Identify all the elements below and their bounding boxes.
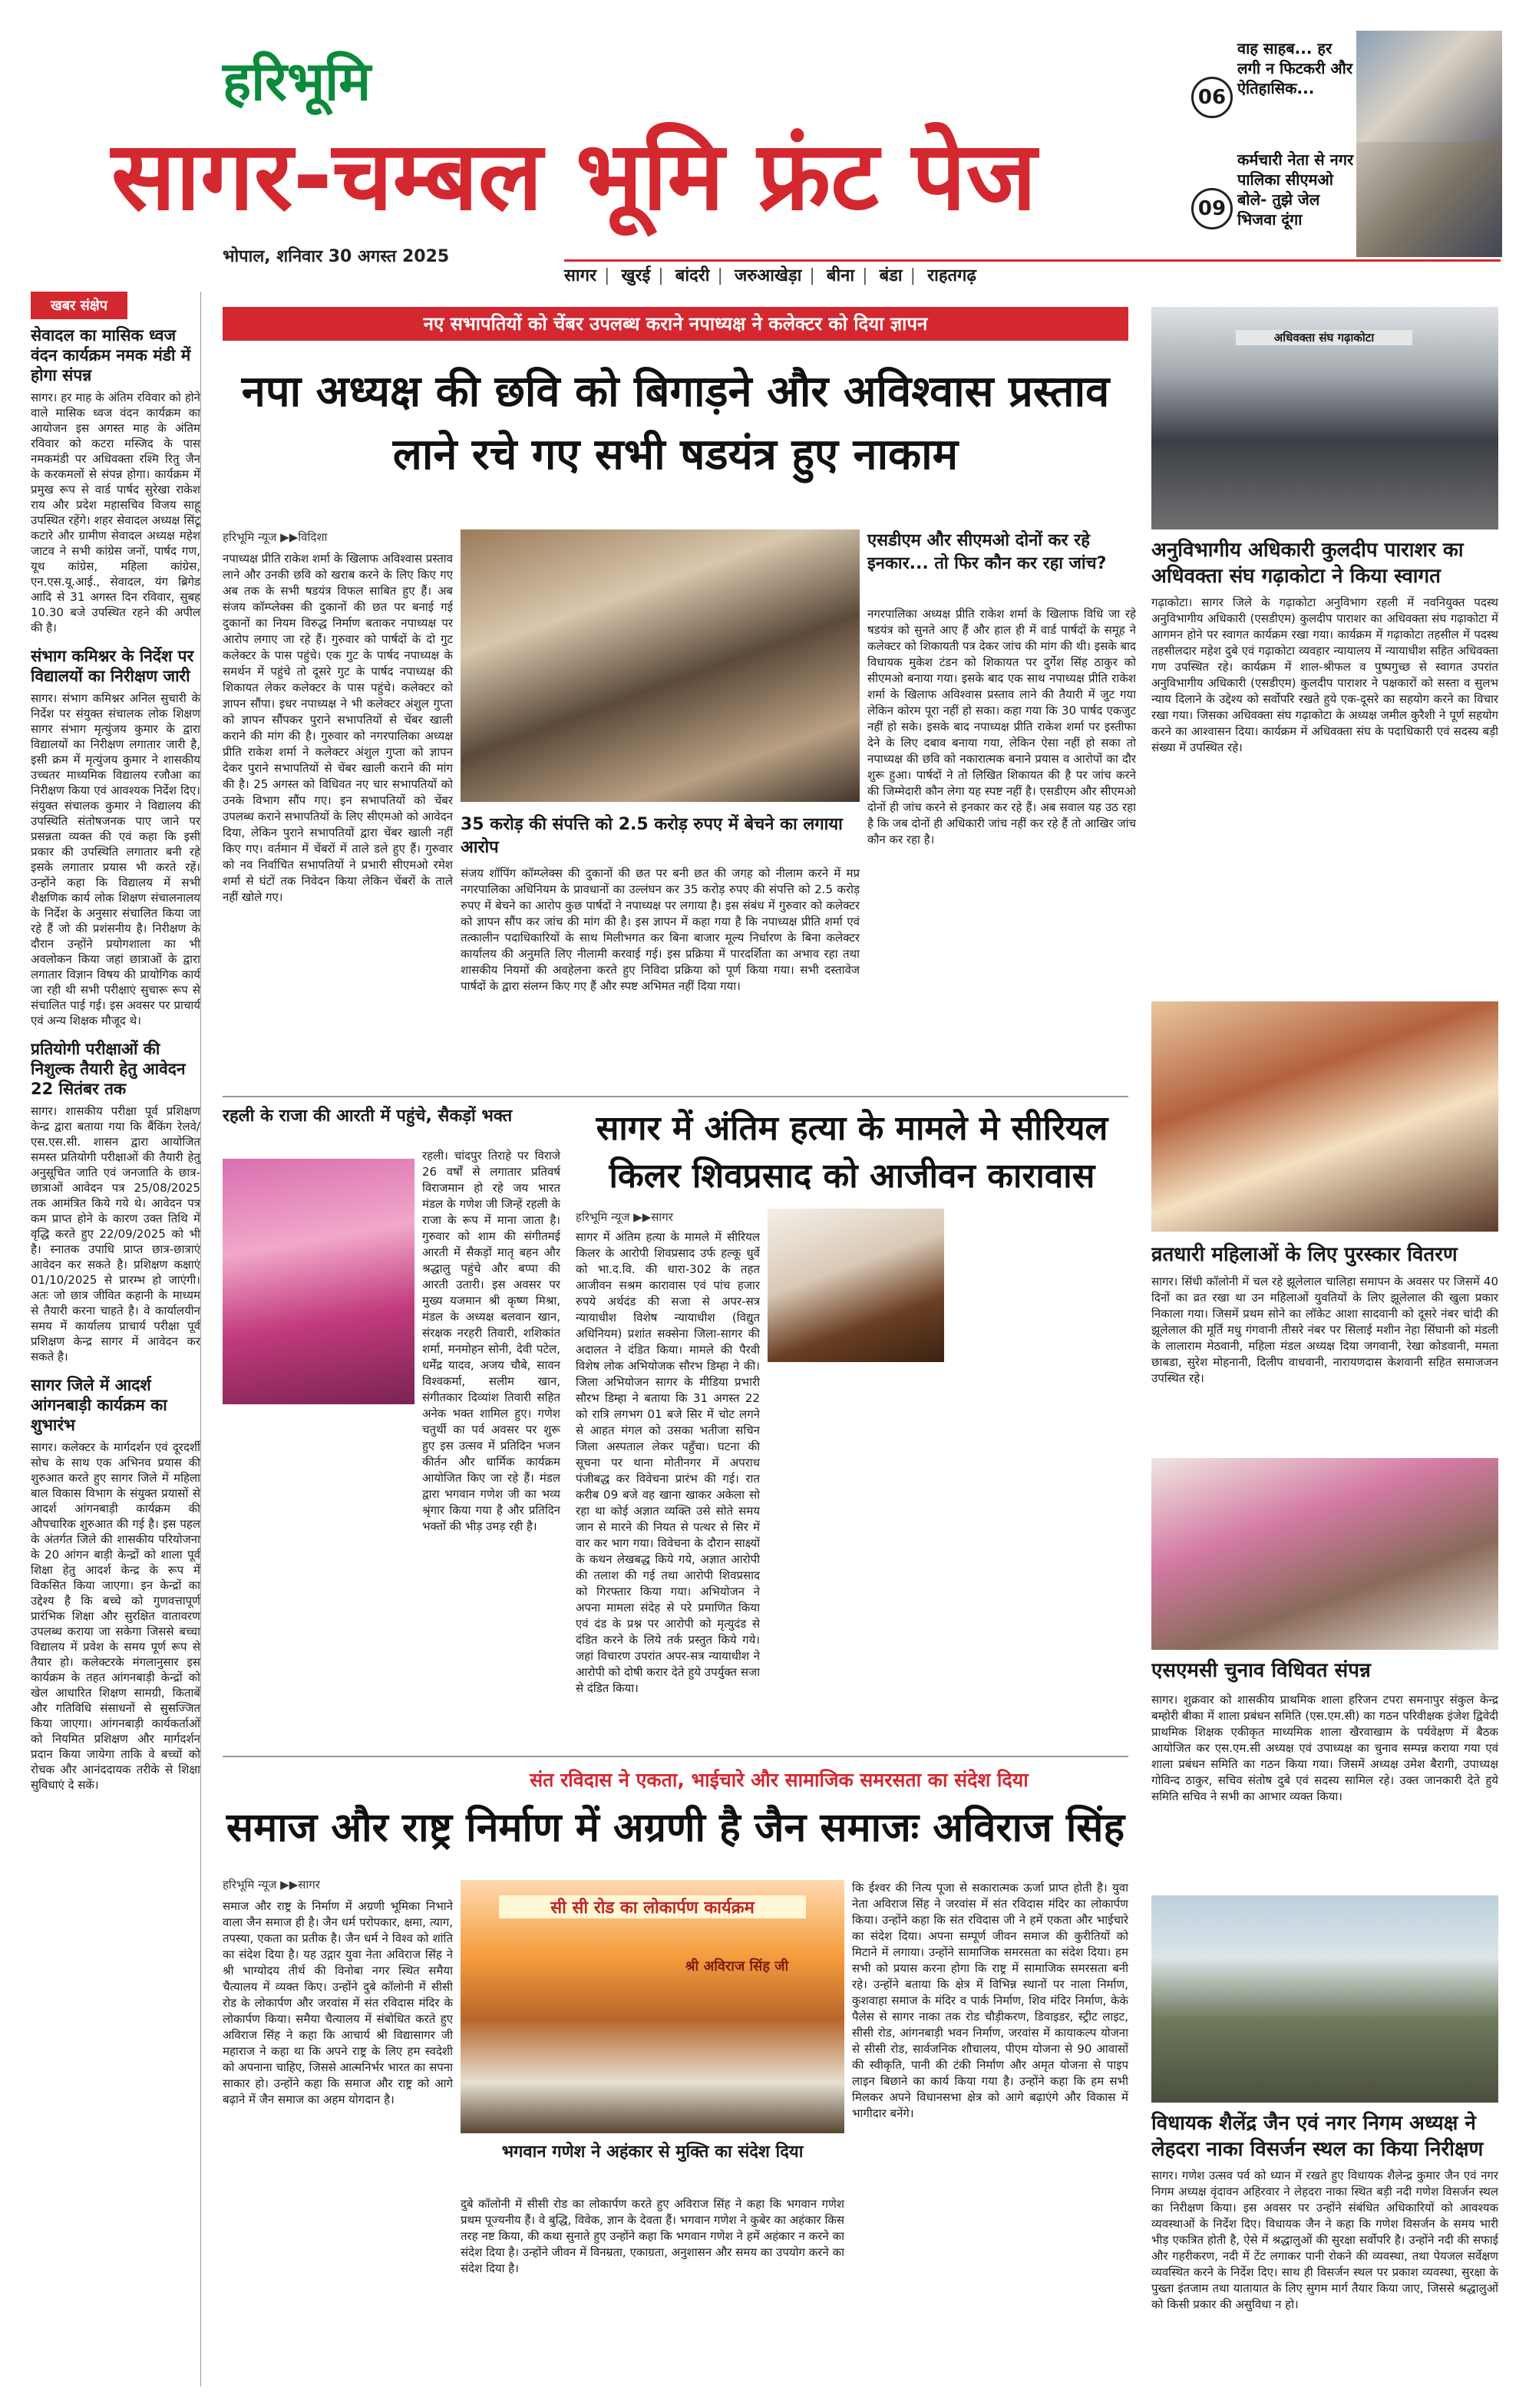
city-link[interactable]: जरुआखेड़ा: [734, 266, 802, 285]
smc-meeting-photo: [1151, 1458, 1498, 1650]
teaser-page-number: 09: [1191, 188, 1233, 229]
court-body: सागर में अंतिम हत्या के मामले में सीरियल किलर के आरोपी शिवप्रसाद उर्फ हल्कू धुर्वे को भा.द.वि. की धारा-302 के तहत आजीवन सश्रम कारावास एवं पांच हजार रुपये अर्थदंड की सजा से अपर-सत्र न्यायाधीश विशेष न्यायाधीश (विद्युत अधिनियम) प्रशांत सक्सेना जिला-सागर की अदालत ने दंडित किया। मामले की पैरवी विशेष लोक अभियोजक सौरभ डिम्हा ने की। जिला अभियोजन सागर के मीडिया प्रभारी सौरभ डिम्हा ने बताया कि 31 अगस्त 22 को रात्रि लगभग 01 बजे सिर में चोट लगने से आहत मंगल को उसका भतीजा सचिन जिला अस्पताल लेकर पहुँचा। घटना की सूचना पर थाना मोतीनगर में अपराध पंजीबद्ध कर विवेचना प्रारंभ की गई। रात करीब 09 बजे वह खाना खाकर अकेला सो रहा था कोई अज्ञात व्यक्ति उसे सोते समय जान से मारने की नियत से पत्थर से सिर में वार कर भाग गया। विवेचना के दौरान साक्ष्यों के कथन लेखबद्ध किये गये, अज्ञात आरोपी की तलाश की गई तथा आरोपी शिवप्रसाद को गिरफ्तार किया गया। अभियोजन ने अपना मामला संदेह से परे प्रमाणित किया एवं दंड के प्रश्न पर आरोपी को मृत्युदंड से दंडित करने के लिये तर्क प्रस्तुत किये गये। जहां विचारण उपरांत अपर-सत्र न्यायाधीश ने आरोपी को दोषी करार देते हुये उपर्युक्त सजा से दंडित किया।: [576, 1230, 760, 1695]
lead-photo-caption: 35 करोड़ की संपत्ति को 2.5 करोड़ रुपए में बेचने का लगाया आरोप: [461, 815, 843, 857]
office-sign: अधिवक्ता संघ गढ़ाकोटा: [1236, 330, 1412, 345]
teaser-text: कर्मचारी नेता से नगर पालिका सीएमओ बोले- तुझे जेल भिजवा दूंगा: [1237, 150, 1354, 229]
event-banner-title: सी सी रोड का लोकार्पण कार्यक्रम: [499, 1895, 806, 1918]
jain-body: समाज और राष्ट्र के निर्माण में अग्रणी भूमिका निभाने वाला जैन समाज ही है। जैन धर्म परोपकार, क्षमा, त्याग, तपस्या, एकता का प्रतीक है। जैन धर्म ने विश्व को शांति का संदेश दिया है। यह उद्गार युवा नेता अविराज सिंह ने श्री भाग्योदय तीर्थ की विनोबा नगर स्थित समैया चैत्यालय में व्यक्त किए। उन्होंने दुबे कॉलोनी में सीसी रोड के लोकार्पण और जरवांस में संत रविदास मंदिर के लोकार्पण किया। समैया चैत्यालय में संबोधित करते हुए अविराज सिंह ने कहा कि आचार्य श्री विद्यासागर जी महाराज ने कहा था कि अपने राष्ट्र के लिए हम स्वदेशी को अपनाना चाहिए, जिससे आत्मनिर्भर भारत का सपना साकार हो। उन्होंने कहा कि समाज और राष्ट्र को आगे बढ़ाने में जैन समाज का अहम योगदान है।: [223, 1899, 453, 2106]
women-award-headline: व्रतधारी महिलाओं के लिए पुरस्कार वितरण: [1151, 1243, 1458, 1266]
event-banner-name: श्री अविराज सिंह जी: [685, 1958, 789, 1974]
dateline: भोपाल, शनिवार 30 अगस्त 2025: [223, 247, 450, 266]
inspection-headline: विधायक शैलेंद्र जैन एवं नगर निगम अध्यक्ष ने लेहदरा नाका विसर्जन स्थल का किया निरीक्षण: [1151, 2112, 1484, 2161]
brief-item: [31, 1375, 200, 1793]
brief-text: सागर। शासकीय परीक्षा पूर्व प्रशिक्षण केन्द्र द्वारा बताया गया कि बैंकिंग रेलवे/एस.एस.सी. शासन द्वारा आयोजित समस्त प्रतियोगी परीक्षाओं की तैयारी हेतु अनुसूचित जाति एवं जनजाति के छात्र-छात्राओं आवेदन पत्र 25/08/2025 तक आमंत्रित किये गये थे। आवेदन पत्र कम प्राप्त होने के कारण उक्त तिथि में वृद्धि करते हुए 22/09/2025 को भी है। स्नातक उपाधि प्राप्त छात्र-छात्राएं आवेदन कर सकते है। प्रशिक्षण कक्षाएं 01/10/2025 से प्रारम्भ हो जाएंगी। अतः जो छात्र जीवित कहानी के माध्यम से तैयारी करना चाहते है। वे कार्यालयीन समय में कार्यालय प्राचार्य परीक्षा पूर्व प्रशिक्षण केन्द्र सागर में आवेदन कर सकते है।: [31, 1104, 200, 1364]
city-link[interactable]: बंडा: [879, 266, 903, 285]
gavel-photo: [768, 1209, 944, 1362]
advocates-headline: अनुविभागीय अधिकारी कुलदीप पाराशर का अधिवक्ता संघ गढ़ाकोटा ने किया स्वागत: [1151, 539, 1464, 588]
rahli-body: रहली। चांदपुर तिराहे पर विराजे 26 वर्षों से लगातार प्रतिवर्ष विराजमान हो रहे जय भारत मंडल के गणेश जी जिन्हें रहली के राजा के रूप में माना जाता है। गुरुवार को शाम की संगीतमई आरती में सैकड़ों मातृ बहन और श्रद्धालु पहुंचे और बप्पा की आरती उतारी। इस अवसर पर मुख्य यजमान श्री कृष्ण मिश्रा, मंडल के अध्यक्ष बलवान खान, संरक्षक नरहरी तिवारी, शशिकांत शर्मा, मनमोहन सोनी, देवी पटेल, धर्मेंद्र यादव, अजय चौबे, सावन विश्वकर्मा, सलीम खान, संगीतकार दिव्यांश तिवारी सहित अनेक भक्त शामिल हुए। गणेश चतुर्थी का पर्व अवसर पर शुरू हुए इस उत्सव में प्रतिदिन भजन कीर्तन और धार्मिक कार्यक्रम आयोजित किए जा रहे हैं। मंडल द्वारा भगवान गणेश जी का भव्य श्रृंगार किया गया है और प्रतिदिन भक्तों की भीड़ उमड़ रही है।: [422, 1149, 560, 1533]
court-headline: सागर में अंतिम हत्या के मामले मे सीरियल किलर शिवप्रसाद को आजीवन कारावास: [596, 1109, 1108, 1196]
jain-body-continued: कि ईश्वर की नित्य पूजा से सकारात्मक ऊर्जा प्राप्त होती है। युवा नेता अविराज सिंह ने जरवांस में संत रविदास मंदिर का लोकार्पण किया। उन्होंने कहा कि संत रविदास जी ने हमें एकता और भाईचारे का संदेश दिया। अपना सम्पूर्ण जीवन समाज की कुरीतियों को मिटाने में लगाया। उन्होंने सामाजिक समरसता का संदेश दिया। हम सभी को प्रयास करना होगा कि राष्ट्र में सामाजिक समरसता बनी रहे। उन्होंने बताया कि क्षेत्र में विभिन्न स्थानों पर नाला निर्माण, कुशवाहा समाज के मंदिर व पार्क निर्माण, शिव मंदिर निर्माण, केके पैलेस से सागर नाका तक रोड चौड़ीकरण, डिवाइडर, स्ट्रीट लाइट, सीसी रोड, आंगनबाड़ी भवन निर्माण, जरवांस में कायाकल्प योजना से सीसी रोड, सार्वजनिक शौचालय, पीएम योजना से 90 आवासों की स्वीकृति, पानी की टंकी निर्माण और अमृत योजना से पाइप लाइन बिछाने का कार्य किया गया है। उन्होंने कहा कि हम सभी मिलकर अपने विधानसभा क्षेत्र को आगे बढ़ाएंगे और विकास में भागीदार बनेंगे।: [852, 1881, 1128, 2120]
city-link[interactable]: खुरई: [621, 266, 651, 285]
brief-item: [31, 1039, 200, 1364]
brand-logo: हरिभूमि: [223, 49, 372, 113]
news-briefs-column: [31, 292, 201, 2387]
river-inspection-photo: [1151, 1895, 1498, 2103]
section-divider: [223, 1096, 1128, 1097]
jain-byline: हरिभूमि न्यूज ▶▶सागर: [223, 1878, 320, 1892]
rahli-headline: रहली के राजा की आरती में पहुंचे, सैकड़ों भक्त: [223, 1107, 513, 1126]
smc-body: सागर। शुक्रवार को शासकीय प्राथमिक शाला हरिजन टपरा समनापुर संकुल केन्द्र बम्होरी बीका में शाला प्रबंधन समिति (एस.एम.सी) का गठन परिवीक्षक इंजेश द्विवेदी प्राथमिक शिक्षक एकीकृत माध्यमिक शाला खैरवाखाम के पर्यवेक्षण में बैठक आयोजित कर एस.एम.सी अध्यक्ष एवं उपाध्यक्ष का चुनाव सम्पन्न कराया गया एवं शाला प्रबंधन समिति का गठन किया गया। जिसमें अध्यक्ष उमेश बैरागी, उपाध्यक्ष गोविन्द ठाकुर, सचिव संतोष दुबे एवं सदस्य सामिल रहे। उक्त जानकारी देते हुये समिति सचिव ने सभी का आभार व्यक्त किया।: [1151, 1693, 1498, 1803]
teaser-photo: [1356, 142, 1502, 257]
brief-text: सागर। हर माह के अंतिम रविवार को होने वाले मासिक ध्वज वंदन कार्यक्रम का आयोजन इस अगस्त माह के अंतिम रविवार को कटरा मस्जिद के पास नमकमंडी पर अधिवक्ता रश्मि रितु जैन के करकमलों से संपन्न होगा। कार्यक्रम में प्रमुख रूप से वार्ड पार्षद सुरेखा राकेश राय और प्रदेश महासचिव विजय साहू उपस्थित रहेंगे। शहर सेवादल अध्यक्ष सिंटू कटारे और ग्रामीण सेवादल अध्यक्ष महेश जाटव ने सभी कांग्रेस जनों, पार्षद गण, यूथ कांग्रेस, महिला कांग्रेस, एन.एस.यू.आई., सेवादल, यंग ब्रिगेड आदि से 31 अगस्त दिन रविवार, सुबह 10.30 बजे उपस्थित रहने की अपील की है।: [31, 391, 200, 635]
briefs-label: खबर संक्षेप: [31, 292, 127, 319]
teaser-box-2[interactable]: [1191, 142, 1498, 257]
brief-item: [31, 646, 200, 1028]
jain-strap: संत रविदास ने एकता, भाईचारे और सामाजिक समरसता का संदेश दिया: [530, 1769, 1029, 1791]
brief-item: [31, 325, 200, 635]
advocates-group-photo: [1151, 307, 1498, 529]
teaser-photo: [1356, 31, 1502, 146]
brief-text: सागर। संभाग कमिश्नर अनिल सुचारी के निर्देश पर संयुक्त संचालक लोक शिक्षण सागर संभाग मृत्युंजय कुमार के द्वारा विद्यालयों का निरीक्षण लगातार जारी है, इसी क्रम में मृत्युंजय कुमार ने शासकीय उच्चतर माध्यमिक विद्यालय रजौआ का निरीक्षण किया एवं आवश्यक निर्देश दिए। संयुक्त संचालक कुमार ने विद्यालय की उपस्थिति संतोषजनक पाए जाने पर प्रसन्नता व्यक्त की एवं कहा कि इसी प्रकार की उपस्थिति लगातार बनी रहे इसके लगातार प्रयास भी करते रहें। उन्होंने कहा कि विद्यालय में सभी शैक्षणिक कार्य लोक शिक्षण संचालनालय के निर्देश के अनुसार संचालित किया जा रहे हैं जो की प्रशंसनीय है। निरीक्षण के दौरान उन्होंने प्रयोगशाला का भी अवलोकन किया जहां छात्राओं के द्वारा लगातार विज्ञान विषय की प्रायोगिक कार्य जा रही थी सभी परीक्षाएं सुचारू रूप से संचालित पाई गई। इस अवसर पर प्राचार्य एवं अन्य शिक्षक मौजूद थे।: [31, 691, 200, 1028]
jain-headline: समाज और राष्ट्र निर्माण में अग्रणी है जैन समाजः अविराज सिंह: [226, 1805, 1125, 1851]
jain-caption-body: दुबे कॉलोनी में सीसी रोड का लोकार्पण करते हुए अविराज सिंह ने कहा कि भगवान गणेश प्रथम पूज्यनीय हैं। वे बुद्धि, विवेक, ज्ञान के देवता हैं। भगवान गणेश ने कुबेर का अहंकार किस तरह नष्ट किया, की कथा सुनाते हुए उन्होंने कहा कि भगवान गणेश ने हमें अहंकार न करने का संदेश दिया है। उन्होंने जीवन में विनम्रता, एकाग्रता, अनुशासन और समय का उपयोग करने का संदेश दिया है।: [461, 2197, 844, 2275]
jain-photo-caption: भगवान गणेश ने अहंकार से मुक्ति का संदेश दिया: [501, 2142, 804, 2162]
lead-body: नपाध्यक्ष प्रीति राकेश शर्मा के खिलाफ अविश्वास प्रस्ताव लाने और उनकी छवि को खराब करने के लिए किए गए अब तक के सभी षडयंत्र विफल साबित हुए हैं। अब संजय कॉम्प्लेक्स की दुकानों की छत पर बनाई गई दुकानों का नियम विरुद्ध निर्माण बताकर नपाध्यक्ष पर आरोप लगाए जा रहे हैं। गुरुवार को पार्षदों के दो गुट कलेक्टर के पास पहुंचे। एक गुट के पार्षद नपाध्यक्ष के समर्थन में पहुंचे तो दूसरे गुट के पार्षद नपाध्यक्ष की शिकायत लेकर कलेक्टर के पास पहुंचे। कलेक्टर को ज्ञापन सौंपा। इधर नपाध्यक्ष ने भी कलेक्टर अंशुल गुप्ता को ज्ञापन सौंपकर पुराने सभापतियों से चेंबर खाली कराने की मांग की है। गुरुवार को नगरपालिका अध्यक्ष प्रीति राकेश शर्मा ने कलेक्टर अंशुल गुप्ता को ज्ञापन देकर पुराने सभापतियों से चेंबर खाली कराने की मांग की है। 25 अगस्त को विधिवत नए चार सभापतियों को उनके विभाग सौंप गए। इन सभापतियों को चेंबर उपलब्ध कराने सभापतियों के लिए सीएमओ को आवेदन दिया, लेकिन पुराने सभापतियों द्वारा चेंबर खाली नहीं किए गए। वर्तमान में चेंबरों में ताले डले हुए हैं। गुरुवार को नव निर्वाचित सभापतियों ने प्रभारी सीएमओ रमेश शर्मा से घंटों तक निवेदन किया लेकिन चेंबरों के ताले नहीं खोले गए।: [223, 552, 453, 904]
city-link[interactable]: राहतगढ़: [927, 266, 976, 285]
brief-title: प्रतियोगी परीक्षाओं की निशुल्क तैयारी हेतु आवेदन 22 सितंबर तक: [31, 1040, 186, 1098]
city-link[interactable]: सागर: [564, 266, 596, 285]
brief-text: सागर। कलेक्टर के मार्गदर्शन एवं दूरदर्शी सोच के साथ एक अभिनव प्रयास की शुरुआत करते हुए सागर जिले में महिला बाल विकास विभाग के संयुक्त प्रयासों से आदर्श आंगनबाड़ी कार्यक्रम की औपचारिक शुरुआत की गई है। इस पहल के अंतर्गत जिले की शासकीय परियोजना के 20 आंगन बाड़ी केन्द्रों को शाला पूर्व शिक्षा हेतु आदर्श केन्द्र के रूप में विकसित किया जाएगा। इन केन्द्रों का उद्देश्य है कि बच्चे को गुणवत्तापूर्ण प्रारंभिक शिक्षा और सुरक्षित वातावरण उपलब्ध कराया जा सकेगा जिससे बच्चा विद्यालय में प्रवेश के समय पूर्ण रूप से तैयार हो। कलेक्टरके मंगलानुसार इस कार्यक्रम के तहत आंगनबाड़ी केन्द्रों को खेल आधारित शिक्षण सामग्री, किताबें और गतिविधि संसाधनों से सुसज्जित किया जाएगा। आंगनबाड़ी कार्यकर्ताओं को नियमित प्रशिक्षण और मार्गदर्शन प्रदान किया जायेगा ताकि वे बच्चों को रोचक और आनंददायक तरीके से शिक्षा सुविधाएं दे सकें।: [31, 1440, 200, 1792]
teaser-box-1[interactable]: [1191, 31, 1498, 146]
lead-photo: [461, 529, 860, 802]
brief-title: सागर जिले में आदर्श आंगनबाड़ी कार्यक्रम का शुभारंभ: [31, 1376, 167, 1434]
lead-sidebar-body: नगरपालिका अध्यक्ष प्रीति राकेश शर्मा के खिलाफ विधि जा रहे षडयंत्र को सुनते आए हैं और हाल ही में वार्ड पार्षदों के समूह ने कलेक्टर को शिकायती पत्र देकर जांच की मांग की थी। इसके बाद विधायक मुकेश टंडन को शिकायत पर दुर्गेश सिंह ठाकुर को सीएमओ बनाया गया। इसके बाद एक साथ नपाध्यक्ष प्रीति राकेश शर्मा के खिलाफ अविश्वास प्रस्ताव लाने की तैयारी में जुट गया लेकिन कोरम पूरा नहीं हो सका। कहा गया कि 30 पार्षद एकजुट नहीं हो सके। इसके बाद नपाध्यक्ष प्रीति राकेश शर्मा पर इस्तीफा देने के लिए दबाव बनाया गया, लेकिन ऐसा नहीं हो सका तो नपाध्यक्ष की छवि को नकारात्मक बनाने प्रयास व आरोपों का दौर शुरू हुआ। पार्षदों ने तो लिखित शिकायत की है पर जांच करने की जिम्मेदारी कौन लेगा यह स्पष्ट नहीं है। एसडीएम और सीएमओ दोनों ही जांच करने से इनकार कर रहे हैं। अब सवाल यह उठ रहा है कि जब दोनों ही अधिकारी जांच नहीं कर रहे हैं तो आखिर जांच कौन कर रहा है।: [867, 607, 1136, 846]
advocates-body: गढ़ाकोटा। सागर जिले के गढ़ाकोटा अनुविभाग रहली में नवनियुक्त पदस्थ अनुविभागीय अधिकारी (एसडीएम) कुलदीप पाराशर का अधिवक्ता संघ गढ़ाकोटा में आगमन होने पर स्वागत कार्यक्रम रखा गया। कार्यक्रम में गढ़ाकोटा तहसील में पदस्थ तहसीलदार महेश दुबे एवं गढ़ाकोटा व्यवहार न्यायालय में न्यायाधीश सहित अधिवक्ता गण उपस्थित रहे। कार्यक्रम में शाल-श्रीफल व पुष्पगुच्छ से स्वागत उपरांत अनुविभागीय अधिकारी (एसडीएम) कुलदीप पाराशर ने पक्षकारों को सस्ता व सुलभ न्याय दिलाने के उद्देश्य को सर्वोपरि रखते हुये एक-दूसरे का सहयोग करने का विचार रखा गया। जिसका अधिवक्ता संघ गढ़ाकोटा के अध्यक्ष जमील कुरैशी ने पूर्ण सहयोग करने का आश्वासन दिया। कार्यक्रम में अधिवक्ता संघ के पदाधिकारी एवं सदस्य बड़ी संख्या में उपस्थित रहे।: [1151, 595, 1498, 754]
lead-byline: हरिभूमि न्यूज ▶▶विदिशा: [223, 530, 328, 544]
brief-title: संभाग कमिश्नर के निर्देश पर विद्यालयों का निरीक्षण जारी: [31, 647, 194, 685]
smc-headline: एसएमसी चुनाव विधिवत संपन्न: [1151, 1659, 1371, 1682]
lead-strap: नए सभापतियों को चेंबर उपलब्ध कराने नपाध्यक्ष ने कलेक्टर को दिया ज्ञापन: [223, 307, 1128, 341]
masthead: [0, 0, 1529, 292]
lead-sidebar-title: एसडीएम और सीएमओ दोनों कर रहे इनकार... तो फिर कौन कर रहा जांच?: [867, 531, 1107, 573]
lead-caption-body: संजय शॉपिंग कॉम्प्लेक्स की दुकानों की छत पर बनी छत की जगह को नीलाम करने में मप्र नगरपालिका अधिनियम के प्रावधानों का उल्लंघन कर 35 करोड़ रुपए की संपत्ति को 2.5 करोड़ रुपए में बेचने का आरोप कुछ पार्षदों ने नपाध्यक्ष पर लगाया है। इस संबंध में गुरुवार को कलेक्टर को ज्ञापन सौंप कर जांच की मांग की है। इस ज्ञापन में कहा गया है कि नपाध्यक्ष प्रीति शर्मा एवं तत्कालीन पदाधिकारियों के साथ मिलीभगत कर बिना बाजार मूल्य निर्धारण के बिना कलेक्टर कार्यालय की अनुमति लिए नीलामी करवाई गई। इस प्रक्रिया में पारदर्शिता का अभाव रहा तथा शासकीय नियमों की अवहेलना करते हुए निविदा प्रक्रिया को पूर्ण किया गया। सभी दस्तावेज पार्षदों के द्वारा संलग्न किए गए हैं और स्पष्ट अभिमत नहीं दिया गया।: [461, 866, 860, 993]
city-navigation: सागर | खुरई | बांदरी | जरुआखेड़ा | बीना | बंडा | राहतगढ़: [564, 259, 1501, 287]
section-divider: [223, 1756, 1128, 1757]
teaser-text: वाह साहब... हर लगी न फिटकरी और ऐतिहासिक...: [1237, 39, 1353, 97]
city-link[interactable]: बांदरी: [675, 266, 710, 285]
teaser-page-number: 06: [1191, 77, 1233, 118]
brief-title: सेवादल का मासिक ध्वज वंदन कार्यक्रम नमक मंडी में होगा संपन्न: [31, 326, 191, 384]
women-award-photo: [1151, 1001, 1498, 1232]
city-link[interactable]: बीना: [826, 266, 855, 285]
jain-event-photo: [461, 1880, 844, 2133]
right-column: [1151, 292, 1498, 2387]
inspection-body: सागर। गणेश उत्सव पर्व को ध्यान में रखते हुए विधायक शैलेन्द्र कुमार जैन एवं नगर निगम अध्यक्ष वृंदावन अहिरवार ने लेहदरा नाका स्थित बड़ी नदी गणेश विसर्जन स्थल का निरीक्षण किया। इस अवसर पर उन्होंने संबंधित अधिकारियों को आवश्यक व्यवस्थाओं के निर्देश दिए। विधायक जैन ने कहा कि गणेश विसर्जन के समय भारी भीड़ एकत्रित होती है, ऐसे में श्रद्धालुओं की सुरक्षा सर्वोपरि है। उन्होंने नदी की सफाई और गहरीकरण, नदी में टेंट लगाकर पानी रोकने की व्यवस्था, तथा पेयजल सर्वेक्षण व्यवस्थित करने के निर्देश दिए। साथ ही विसर्जन स्थल पर प्रकाश व्यवस्था, सुरक्षा के पुख्ता इंतजाम तथा यातायात के लिए सुगम मार्ग तैयार किया जाए, जिससे श्रद्धालुओं को किसी प्रकार की असुविधा न हो।: [1151, 2169, 1498, 2311]
page-title: सागर-चम्बल भूमि फ्रंट पेज: [111, 121, 1037, 232]
ganesh-idol-photo: [223, 1159, 414, 1404]
lead-headline: नपा अध्यक्ष की छवि को बिगाड़ने और अविश्वास प्रस्ताव लाने रचे गए सभी षडयंत्र हुए नाकाम: [241, 367, 1110, 480]
women-award-body: सागर। सिंधी कॉलोनी में चल रहे झूलेलाल चालिहा समापन के अवसर पर जिसमें 40 दिनों का व्रत रखा था उन महिलाओं युवतियों के लिए झूलेलाल की खुला प्रकार निकाला गया। जिसमें प्रथम सोने का लॉकेट आशा सादवानी को दूसरे नंबर चांदी की झूलेलाल की मूर्ति मधु गंगवानी तीसरे नंबर पर सिलाई मशीन नेहा सिंघानी को मंडली के लालाराम मेठवानी, महिला मंडल अध्यक्ष दिया जगवानी, रेखा कोडवानी, ममता छाबडा, सुरेश मोहनानी, दिलीप वाधवानी, नारायणदास केशवानी सहित समाजजन उपस्थित रहे।: [1151, 1275, 1498, 1385]
court-byline: हरिभूमि न्यूज ▶▶सागर: [576, 1210, 673, 1224]
